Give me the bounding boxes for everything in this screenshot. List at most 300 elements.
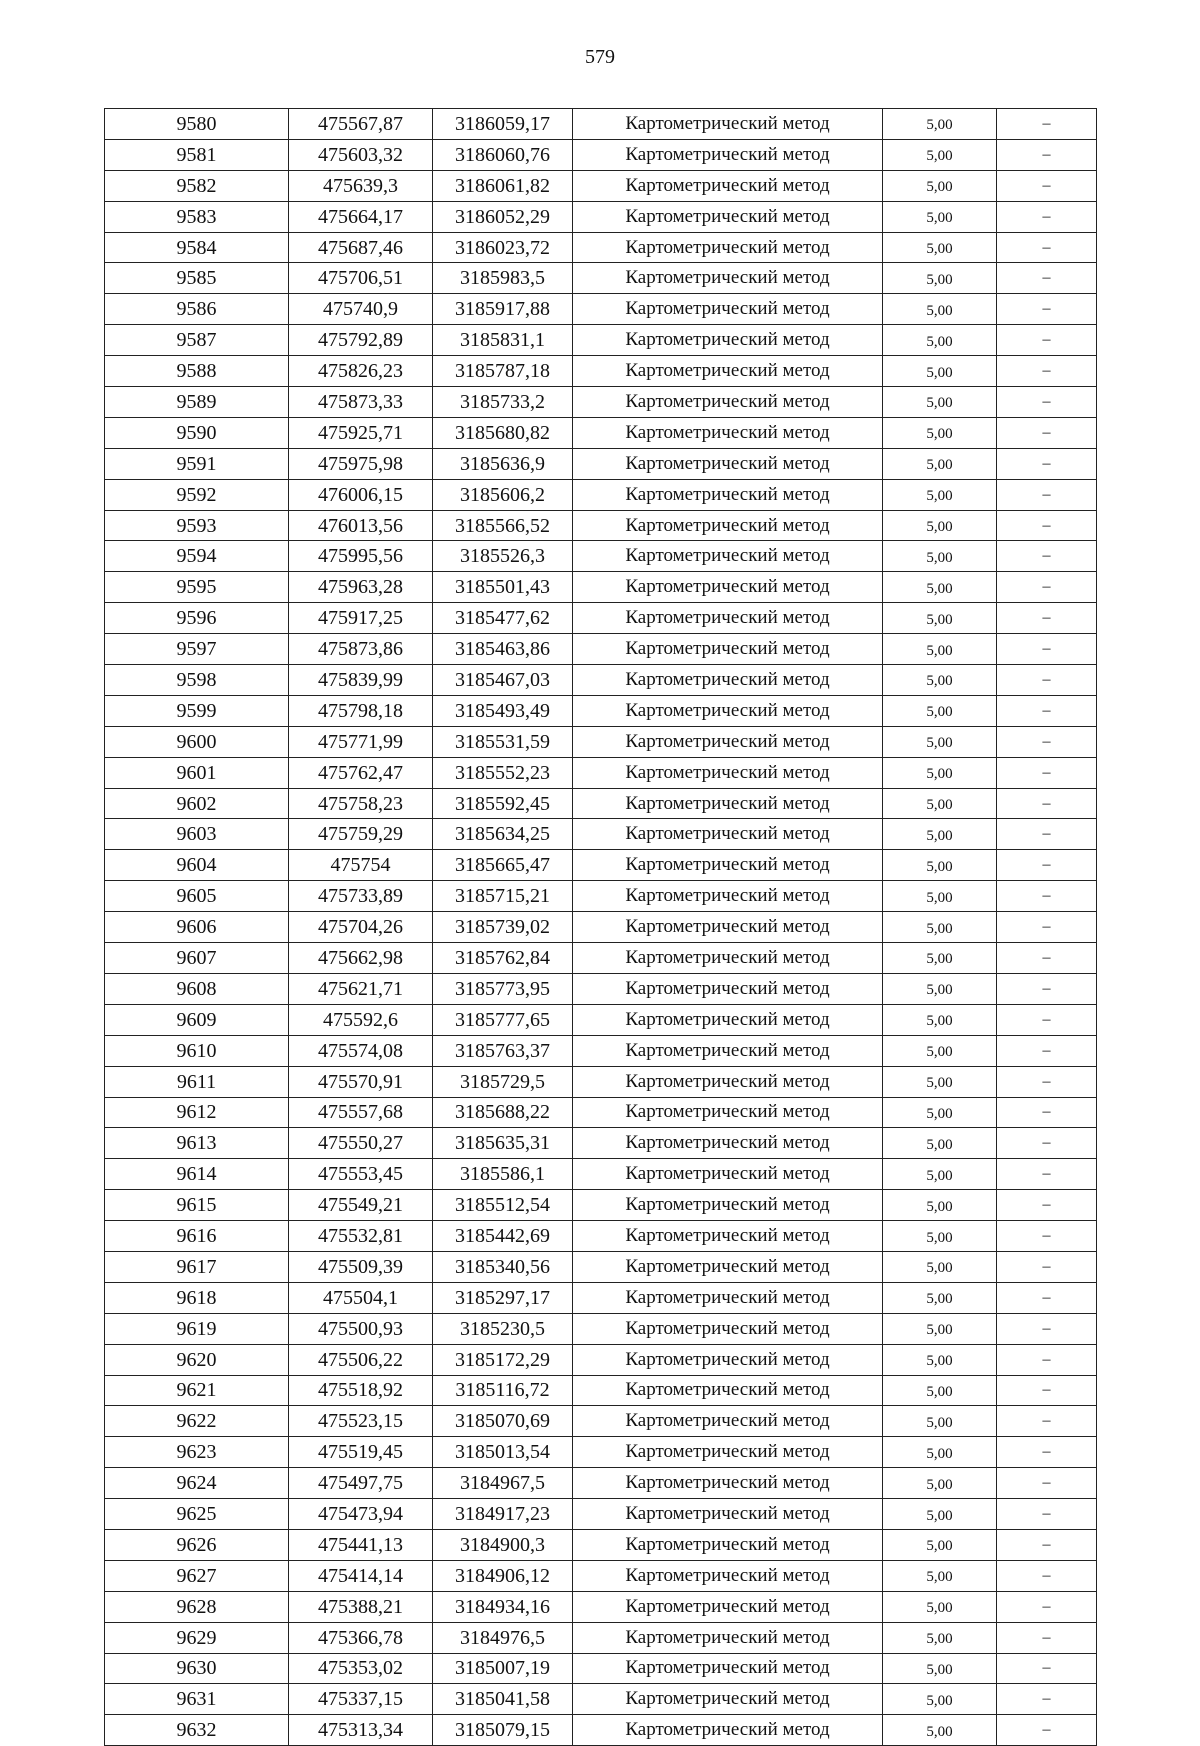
accuracy-cell: 5,00	[883, 726, 997, 757]
table-row	[105, 850, 1097, 881]
description-cell: –	[997, 139, 1097, 170]
table-row	[105, 1159, 1097, 1190]
method-cell: Картометрический метод	[573, 912, 883, 943]
accuracy-cell: 5,00	[883, 1221, 997, 1252]
accuracy-cell: 5,00	[883, 603, 997, 634]
accuracy-cell: 5,00	[883, 1468, 997, 1499]
y-coordinate-cell: 3185739,02	[433, 912, 573, 943]
accuracy-cell: 5,00	[883, 634, 997, 665]
accuracy-cell: 5,00	[883, 757, 997, 788]
page-number: 579	[585, 46, 615, 68]
method-cell: Картометрический метод	[573, 387, 883, 418]
x-coordinate-cell: 475706,51	[289, 263, 433, 294]
description-cell: –	[997, 1468, 1097, 1499]
description-cell: –	[997, 973, 1097, 1004]
description-cell: –	[997, 1499, 1097, 1530]
table-row	[105, 294, 1097, 325]
x-coordinate-cell: 475621,71	[289, 973, 433, 1004]
point-number-cell: 9618	[105, 1282, 289, 1313]
accuracy-cell: 5,00	[883, 788, 997, 819]
method-cell: Картометрический метод	[573, 1282, 883, 1313]
x-coordinate-cell: 475353,02	[289, 1653, 433, 1684]
table-row	[105, 1282, 1097, 1313]
description-cell: –	[997, 881, 1097, 912]
method-cell: Картометрический метод	[573, 1715, 883, 1746]
accuracy-cell: 5,00	[883, 1251, 997, 1282]
accuracy-cell: 5,00	[883, 850, 997, 881]
method-cell: Картометрический метод	[573, 1097, 883, 1128]
y-coordinate-cell: 3185013,54	[433, 1437, 573, 1468]
x-coordinate-cell: 475687,46	[289, 232, 433, 263]
point-number-cell: 9611	[105, 1066, 289, 1097]
description-cell: –	[997, 1622, 1097, 1653]
description-cell: –	[997, 1035, 1097, 1066]
method-cell: Картометрический метод	[573, 1375, 883, 1406]
table-row	[105, 263, 1097, 294]
x-coordinate-cell: 475497,75	[289, 1468, 433, 1499]
description-cell: –	[997, 1406, 1097, 1437]
accuracy-cell: 5,00	[883, 1406, 997, 1437]
table-row	[105, 232, 1097, 263]
description-cell: –	[997, 757, 1097, 788]
table-row	[105, 356, 1097, 387]
point-number-cell: 9584	[105, 232, 289, 263]
table-row	[105, 1684, 1097, 1715]
y-coordinate-cell: 3185665,47	[433, 850, 573, 881]
accuracy-cell: 5,00	[883, 417, 997, 448]
description-cell: –	[997, 356, 1097, 387]
table-row	[105, 1375, 1097, 1406]
point-number-cell: 9615	[105, 1190, 289, 1221]
table-row	[105, 139, 1097, 170]
table-row	[105, 1004, 1097, 1035]
accuracy-cell: 5,00	[883, 1560, 997, 1591]
y-coordinate-cell: 3185592,45	[433, 788, 573, 819]
x-coordinate-cell: 475762,47	[289, 757, 433, 788]
x-coordinate-cell: 475592,6	[289, 1004, 433, 1035]
method-cell: Картометрический метод	[573, 294, 883, 325]
y-coordinate-cell: 3185552,23	[433, 757, 573, 788]
accuracy-cell: 5,00	[883, 510, 997, 541]
x-coordinate-cell: 475873,33	[289, 387, 433, 418]
point-number-cell: 9598	[105, 665, 289, 696]
table-row	[105, 1622, 1097, 1653]
method-cell: Картометрический метод	[573, 973, 883, 1004]
point-number-cell: 9614	[105, 1159, 289, 1190]
table-row	[105, 1128, 1097, 1159]
x-coordinate-cell: 475504,1	[289, 1282, 433, 1313]
x-coordinate-cell: 475758,23	[289, 788, 433, 819]
point-number-cell: 9630	[105, 1653, 289, 1684]
y-coordinate-cell: 3185442,69	[433, 1221, 573, 1252]
x-coordinate-cell: 475506,22	[289, 1344, 433, 1375]
point-number-cell: 9597	[105, 634, 289, 665]
method-cell: Картометрический метод	[573, 1035, 883, 1066]
method-cell: Картометрический метод	[573, 170, 883, 201]
description-cell: –	[997, 263, 1097, 294]
description-cell: –	[997, 1653, 1097, 1684]
method-cell: Картометрический метод	[573, 1128, 883, 1159]
point-number-cell: 9601	[105, 757, 289, 788]
accuracy-cell: 5,00	[883, 1159, 997, 1190]
point-number-cell: 9596	[105, 603, 289, 634]
y-coordinate-cell: 3185172,29	[433, 1344, 573, 1375]
accuracy-cell: 5,00	[883, 1529, 997, 1560]
point-number-cell: 9609	[105, 1004, 289, 1035]
point-number-cell: 9632	[105, 1715, 289, 1746]
point-number-cell: 9587	[105, 325, 289, 356]
point-number-cell: 9585	[105, 263, 289, 294]
accuracy-cell: 5,00	[883, 1097, 997, 1128]
table-row	[105, 1653, 1097, 1684]
x-coordinate-cell: 475662,98	[289, 943, 433, 974]
table-row	[105, 665, 1097, 696]
x-coordinate-cell: 475995,56	[289, 541, 433, 572]
description-cell: –	[997, 387, 1097, 418]
point-number-cell: 9592	[105, 479, 289, 510]
method-cell: Картометрический метод	[573, 881, 883, 912]
x-coordinate-cell: 475798,18	[289, 695, 433, 726]
method-cell: Картометрический метод	[573, 1622, 883, 1653]
point-number-cell: 9625	[105, 1499, 289, 1530]
method-cell: Картометрический метод	[573, 665, 883, 696]
method-cell: Картометрический метод	[573, 1004, 883, 1035]
point-number-cell: 9581	[105, 139, 289, 170]
x-coordinate-cell: 475388,21	[289, 1591, 433, 1622]
point-number-cell: 9603	[105, 819, 289, 850]
x-coordinate-cell: 475771,99	[289, 726, 433, 757]
method-cell: Картометрический метод	[573, 417, 883, 448]
accuracy-cell: 5,00	[883, 1344, 997, 1375]
x-coordinate-cell: 475518,92	[289, 1375, 433, 1406]
x-coordinate-cell: 475567,87	[289, 109, 433, 140]
point-number-cell: 9619	[105, 1313, 289, 1344]
x-coordinate-cell: 475603,32	[289, 139, 433, 170]
point-number-cell: 9606	[105, 912, 289, 943]
description-cell: –	[997, 1375, 1097, 1406]
x-coordinate-cell: 475570,91	[289, 1066, 433, 1097]
y-coordinate-cell: 3185230,5	[433, 1313, 573, 1344]
description-cell: –	[997, 479, 1097, 510]
method-cell: Картометрический метод	[573, 726, 883, 757]
accuracy-cell: 5,00	[883, 139, 997, 170]
y-coordinate-cell: 3186052,29	[433, 201, 573, 232]
table-row	[105, 1035, 1097, 1066]
method-cell: Картометрический метод	[573, 448, 883, 479]
table-row	[105, 788, 1097, 819]
description-cell: –	[997, 1128, 1097, 1159]
x-coordinate-cell: 475639,3	[289, 170, 433, 201]
x-coordinate-cell: 475366,78	[289, 1622, 433, 1653]
description-cell: –	[997, 850, 1097, 881]
description-cell: –	[997, 1313, 1097, 1344]
description-cell: –	[997, 510, 1097, 541]
table-row	[105, 541, 1097, 572]
table-row	[105, 109, 1097, 140]
description-cell: –	[997, 1190, 1097, 1221]
point-number-cell: 9593	[105, 510, 289, 541]
point-number-cell: 9620	[105, 1344, 289, 1375]
description-cell: –	[997, 109, 1097, 140]
method-cell: Картометрический метод	[573, 1159, 883, 1190]
x-coordinate-cell: 475873,86	[289, 634, 433, 665]
method-cell: Картометрический метод	[573, 109, 883, 140]
y-coordinate-cell: 3185733,2	[433, 387, 573, 418]
description-cell: –	[997, 1437, 1097, 1468]
description-cell: –	[997, 819, 1097, 850]
x-coordinate-cell: 475532,81	[289, 1221, 433, 1252]
point-number-cell: 9631	[105, 1684, 289, 1715]
x-coordinate-cell: 475740,9	[289, 294, 433, 325]
y-coordinate-cell: 3185526,3	[433, 541, 573, 572]
method-cell: Картометрический метод	[573, 1684, 883, 1715]
y-coordinate-cell: 3185635,31	[433, 1128, 573, 1159]
method-cell: Картометрический метод	[573, 1190, 883, 1221]
description-cell: –	[997, 294, 1097, 325]
accuracy-cell: 5,00	[883, 819, 997, 850]
table-row	[105, 201, 1097, 232]
accuracy-cell: 5,00	[883, 1591, 997, 1622]
accuracy-cell: 5,00	[883, 448, 997, 479]
y-coordinate-cell: 3185467,03	[433, 665, 573, 696]
method-cell: Картометрический метод	[573, 1468, 883, 1499]
x-coordinate-cell: 475925,71	[289, 417, 433, 448]
point-number-cell: 9588	[105, 356, 289, 387]
x-coordinate-cell: 475733,89	[289, 881, 433, 912]
y-coordinate-cell: 3185070,69	[433, 1406, 573, 1437]
x-coordinate-cell: 475509,39	[289, 1251, 433, 1282]
x-coordinate-cell: 475441,13	[289, 1529, 433, 1560]
accuracy-cell: 5,00	[883, 294, 997, 325]
x-coordinate-cell: 475759,29	[289, 819, 433, 850]
x-coordinate-cell: 475500,93	[289, 1313, 433, 1344]
table-row	[105, 943, 1097, 974]
y-coordinate-cell: 3185531,59	[433, 726, 573, 757]
y-coordinate-cell: 3185297,17	[433, 1282, 573, 1313]
point-number-cell: 9589	[105, 387, 289, 418]
table-row	[105, 479, 1097, 510]
y-coordinate-cell: 3185762,84	[433, 943, 573, 974]
method-cell: Картометрический метод	[573, 943, 883, 974]
table-row	[105, 1529, 1097, 1560]
point-number-cell: 9605	[105, 881, 289, 912]
y-coordinate-cell: 3185340,56	[433, 1251, 573, 1282]
method-cell: Картометрический метод	[573, 695, 883, 726]
method-cell: Картометрический метод	[573, 541, 883, 572]
point-number-cell: 9607	[105, 943, 289, 974]
point-number-cell: 9604	[105, 850, 289, 881]
y-coordinate-cell: 3185586,1	[433, 1159, 573, 1190]
description-cell: –	[997, 1529, 1097, 1560]
accuracy-cell: 5,00	[883, 387, 997, 418]
y-coordinate-cell: 3185680,82	[433, 417, 573, 448]
table-row	[105, 726, 1097, 757]
table-row	[105, 634, 1097, 665]
method-cell: Картометрический метод	[573, 232, 883, 263]
y-coordinate-cell: 3185787,18	[433, 356, 573, 387]
table-row	[105, 1406, 1097, 1437]
accuracy-cell: 5,00	[883, 1035, 997, 1066]
x-coordinate-cell: 476006,15	[289, 479, 433, 510]
accuracy-cell: 5,00	[883, 665, 997, 696]
table-row	[105, 1499, 1097, 1530]
point-number-cell: 9600	[105, 726, 289, 757]
accuracy-cell: 5,00	[883, 1282, 997, 1313]
y-coordinate-cell: 3185606,2	[433, 479, 573, 510]
accuracy-cell: 5,00	[883, 1622, 997, 1653]
table-row	[105, 973, 1097, 1004]
method-cell: Картометрический метод	[573, 263, 883, 294]
accuracy-cell: 5,00	[883, 170, 997, 201]
accuracy-cell: 5,00	[883, 1066, 997, 1097]
description-cell: –	[997, 1560, 1097, 1591]
point-number-cell: 9608	[105, 973, 289, 1004]
point-number-cell: 9627	[105, 1560, 289, 1591]
table-row	[105, 1097, 1097, 1128]
method-cell: Картометрический метод	[573, 1653, 883, 1684]
point-number-cell: 9629	[105, 1622, 289, 1653]
x-coordinate-cell: 475473,94	[289, 1499, 433, 1530]
accuracy-cell: 5,00	[883, 232, 997, 263]
coordinates-table-body	[105, 109, 1097, 1746]
point-number-cell: 9612	[105, 1097, 289, 1128]
method-cell: Картометрический метод	[573, 1406, 883, 1437]
x-coordinate-cell: 475553,45	[289, 1159, 433, 1190]
table-row	[105, 819, 1097, 850]
coordinates-table	[104, 108, 1097, 1746]
method-cell: Картометрический метод	[573, 757, 883, 788]
point-number-cell: 9586	[105, 294, 289, 325]
x-coordinate-cell: 475839,99	[289, 665, 433, 696]
description-cell: –	[997, 665, 1097, 696]
accuracy-cell: 5,00	[883, 912, 997, 943]
method-cell: Картометрический метод	[573, 1066, 883, 1097]
y-coordinate-cell: 3185983,5	[433, 263, 573, 294]
description-cell: –	[997, 1251, 1097, 1282]
description-cell: –	[997, 1282, 1097, 1313]
accuracy-cell: 5,00	[883, 1190, 997, 1221]
description-cell: –	[997, 1221, 1097, 1252]
y-coordinate-cell: 3185041,58	[433, 1684, 573, 1715]
table-row	[105, 1221, 1097, 1252]
y-coordinate-cell: 3185007,19	[433, 1653, 573, 1684]
description-cell: –	[997, 448, 1097, 479]
method-cell: Картометрический метод	[573, 1251, 883, 1282]
description-cell: –	[997, 1684, 1097, 1715]
description-cell: –	[997, 726, 1097, 757]
x-coordinate-cell: 476013,56	[289, 510, 433, 541]
method-cell: Картометрический метод	[573, 1591, 883, 1622]
y-coordinate-cell: 3184906,12	[433, 1560, 573, 1591]
point-number-cell: 9594	[105, 541, 289, 572]
accuracy-cell: 5,00	[883, 109, 997, 140]
method-cell: Картометрический метод	[573, 510, 883, 541]
description-cell: –	[997, 695, 1097, 726]
x-coordinate-cell: 475414,14	[289, 1560, 433, 1591]
y-coordinate-cell: 3185566,52	[433, 510, 573, 541]
point-number-cell: 9583	[105, 201, 289, 232]
table-row	[105, 417, 1097, 448]
y-coordinate-cell: 3185501,43	[433, 572, 573, 603]
description-cell: –	[997, 788, 1097, 819]
table-row	[105, 1251, 1097, 1282]
table-row	[105, 1313, 1097, 1344]
table-row	[105, 325, 1097, 356]
table-row	[105, 387, 1097, 418]
description-cell: –	[997, 325, 1097, 356]
y-coordinate-cell: 3185773,95	[433, 973, 573, 1004]
x-coordinate-cell: 475754	[289, 850, 433, 881]
y-coordinate-cell: 3186023,72	[433, 232, 573, 263]
x-coordinate-cell: 475975,98	[289, 448, 433, 479]
accuracy-cell: 5,00	[883, 1437, 997, 1468]
y-coordinate-cell: 3185634,25	[433, 819, 573, 850]
table-row	[105, 1560, 1097, 1591]
accuracy-cell: 5,00	[883, 263, 997, 294]
description-cell: –	[997, 603, 1097, 634]
method-cell: Картометрический метод	[573, 603, 883, 634]
method-cell: Картометрический метод	[573, 572, 883, 603]
y-coordinate-cell: 3185831,1	[433, 325, 573, 356]
table-row	[105, 695, 1097, 726]
method-cell: Картометрический метод	[573, 850, 883, 881]
accuracy-cell: 5,00	[883, 695, 997, 726]
point-number-cell: 9613	[105, 1128, 289, 1159]
y-coordinate-cell: 3185636,9	[433, 448, 573, 479]
table-row	[105, 1591, 1097, 1622]
x-coordinate-cell: 475550,27	[289, 1128, 433, 1159]
point-number-cell: 9622	[105, 1406, 289, 1437]
point-number-cell: 9582	[105, 170, 289, 201]
method-cell: Картометрический метод	[573, 1437, 883, 1468]
y-coordinate-cell: 3184917,23	[433, 1499, 573, 1530]
y-coordinate-cell: 3185463,86	[433, 634, 573, 665]
description-cell: –	[997, 541, 1097, 572]
point-number-cell: 9595	[105, 572, 289, 603]
y-coordinate-cell: 3185688,22	[433, 1097, 573, 1128]
accuracy-cell: 5,00	[883, 356, 997, 387]
point-number-cell: 9624	[105, 1468, 289, 1499]
description-cell: –	[997, 232, 1097, 263]
point-number-cell: 9628	[105, 1591, 289, 1622]
table-row	[105, 572, 1097, 603]
y-coordinate-cell: 3185512,54	[433, 1190, 573, 1221]
x-coordinate-cell: 475549,21	[289, 1190, 433, 1221]
point-number-cell: 9621	[105, 1375, 289, 1406]
description-cell: –	[997, 1591, 1097, 1622]
accuracy-cell: 5,00	[883, 1499, 997, 1530]
accuracy-cell: 5,00	[883, 201, 997, 232]
method-cell: Картометрический метод	[573, 1221, 883, 1252]
method-cell: Картометрический метод	[573, 1560, 883, 1591]
y-coordinate-cell: 3186059,17	[433, 109, 573, 140]
accuracy-cell: 5,00	[883, 1375, 997, 1406]
x-coordinate-cell: 475523,15	[289, 1406, 433, 1437]
description-cell: –	[997, 1097, 1097, 1128]
accuracy-cell: 5,00	[883, 1653, 997, 1684]
y-coordinate-cell: 3185917,88	[433, 294, 573, 325]
accuracy-cell: 5,00	[883, 325, 997, 356]
point-number-cell: 9623	[105, 1437, 289, 1468]
accuracy-cell: 5,00	[883, 973, 997, 1004]
table-row	[105, 170, 1097, 201]
y-coordinate-cell: 3185493,49	[433, 695, 573, 726]
point-number-cell: 9590	[105, 417, 289, 448]
method-cell: Картометрический метод	[573, 325, 883, 356]
method-cell: Картометрический метод	[573, 479, 883, 510]
accuracy-cell: 5,00	[883, 1128, 997, 1159]
method-cell: Картометрический метод	[573, 819, 883, 850]
